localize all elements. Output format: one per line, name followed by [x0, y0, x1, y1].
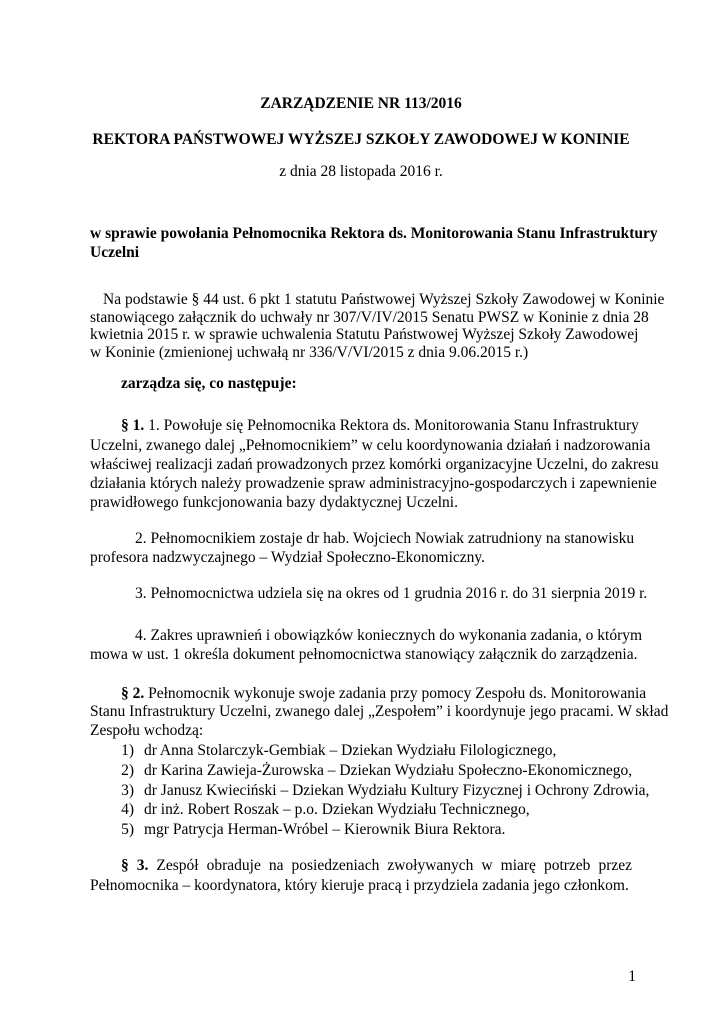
section-1-point-4-line-2: mowa w ust. 1 określa dokument pełnomocnictwa stanowiący załącznik do zarządzenia.: [90, 646, 638, 663]
section-2-mark: § 2.: [121, 685, 145, 702]
section-1-line-2: Uczelni, zwanego dalej „Pełnomocnikiem” w celu koordynowania działań i nadzorowania: [90, 437, 651, 454]
member-number: 5): [121, 821, 134, 838]
member-number: 2): [121, 762, 134, 779]
page-number: 1: [628, 968, 636, 985]
subject-line-1: w sprawie powołania Pełnomocnika Rektora ds. Monitorowania Stanu Infrastruktury: [90, 225, 658, 242]
section-3-line-2: Pełnomocnika – koordynatora, który kieruje pracą i przydziela zadania jego członkom.: [90, 877, 629, 894]
section-1-line-3: właściwej realizacji zadań prowadzonych przez komórki organizacyjne Uczelni, do zakresu: [90, 456, 659, 473]
section-1-point-4-line-1: 4. Zakres uprawnień i obowiązków koniecznych do wykonania zadania, o którym: [135, 627, 643, 644]
member-item: dr inż. Robert Roszak – p.o. Dziekan Wydziału Technicznego,: [144, 801, 530, 818]
section-1-point-3: 3. Pełnomocnictwa udziela się na okres od 1 grudnia 2016 r. do 31 sierpnia 2019 r.: [135, 585, 648, 602]
decree-clause: zarządza się, co następuje:: [121, 375, 297, 392]
section-2-line-2: Stanu Infrastruktury Uczelni, zwanego dalej „Zespołem” i koordynuje jego pracami. W skład: [90, 703, 669, 720]
issuing-authority: REKTORA PAŃSTWOWEJ WYŻSZEJ SZKOŁY ZAWODOWEJ W KONINIE: [92, 131, 630, 148]
section-1-line-4: działania których należy prowadzenie spraw administracyjno-gospodarczych i zapewnienie: [90, 475, 657, 492]
subject-line-2: Uczelni: [90, 244, 140, 261]
member-item: mgr Patrycja Herman-Wróbel – Kierownik Biura Rektora.: [144, 821, 506, 838]
member-number: 4): [121, 801, 134, 818]
section-2-text: Pełnomocnik wykonuje swoje zadania przy pomocy Zespołu ds. Monitorowania: [144, 685, 647, 702]
section-3-mark: § 3.: [121, 857, 149, 874]
section-1-line-1: [121, 416, 639, 436]
member-item: dr Anna Stolarczyk-Gembiak – Dziekan Wydziału Filologicznego,: [144, 742, 557, 759]
section-1-point-2-line-1: 2. Pełnomocnikiem zostaje dr hab. Wojciech Nowiak zatrudniony na stanowisku: [135, 530, 635, 547]
member-number: 3): [121, 782, 134, 799]
document-title: ZARZĄDZENIE NR 113/2016: [260, 95, 462, 112]
preamble-line-1: Na podstawie § 44 ust. 6 pkt 1 statutu Państwowej Wyższej Szkoły Zawodowej w Koninie: [103, 291, 665, 308]
section-2-line-3: Zespołu wchodzą:: [90, 722, 204, 739]
section-1-point-2-line-2: profesora nadzwyczajnego – Wydział Społeczno-Ekonomiczny.: [90, 549, 486, 566]
preamble-line-2: stanowiącego załącznik do uchwały nr 307/V/IV/2015 Senatu PWSZ w Koninie z dnia 28: [90, 309, 649, 326]
section-1-mark: § 1.: [121, 417, 145, 434]
document-date: z dnia 28 listopada 2016 r.: [279, 163, 443, 180]
member-item: dr Karina Zawieja-Żurowska – Dziekan Wydziału Społeczno-Ekonomicznego,: [144, 762, 633, 779]
section-1-line-5: prawidłowego funkcjonowania bazy dydaktycznej Uczelni.: [90, 494, 458, 511]
section-3-text: Zespół obraduje na posiedzeniach zwoływanych w miarę potrzeb przez: [148, 857, 632, 874]
section-1-text: 1. Powołuje się Pełnomocnika Rektora ds. Monitorowania Stanu Infrastruktury: [144, 417, 639, 434]
member-item: dr Janusz Kwieciński – Dziekan Wydziału Kultury Fizycznej i Ochrony Zdrowia,: [144, 782, 650, 799]
member-number: 1): [121, 742, 134, 759]
section-2-line-1: [121, 684, 647, 704]
preamble-line-3: kwietnia 2015 r. w sprawie uchwalenia Statutu Państwowej Wyższej Szkoły Zawodowej: [90, 326, 639, 343]
preamble-line-4: w Koninie (zmienionej uchwałą nr 336/V/VI/2015 z dnia 9.06.2015 r.): [90, 344, 529, 361]
section-3-line-1: [121, 856, 632, 876]
